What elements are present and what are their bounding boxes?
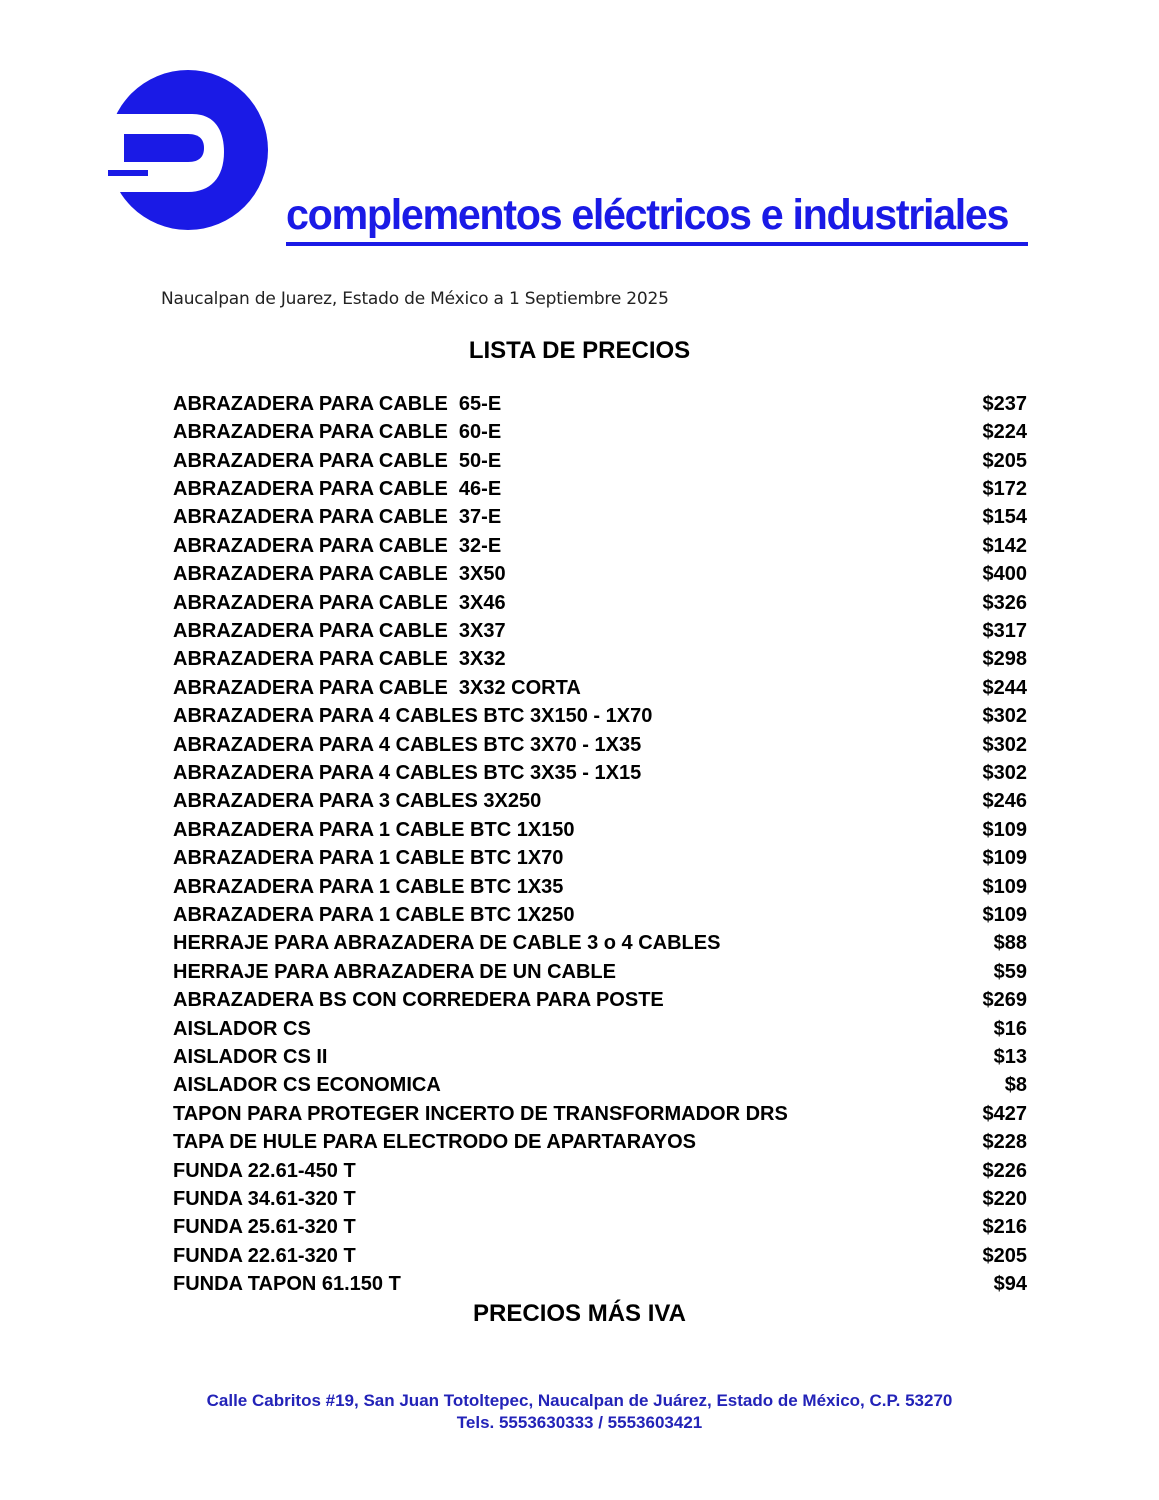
item-price: $109	[982, 875, 1027, 898]
item-price: $246	[982, 790, 1027, 813]
item-price: $94	[993, 1273, 1027, 1296]
price-row	[173, 1100, 1027, 1128]
phone-numbers: Tels. 5553630333 / 5553603421	[456, 1413, 703, 1432]
date-line: Naucalpan de Juarez, Estado de México a 1 Septiembre 2025	[161, 289, 669, 309]
item-price: $427	[982, 1102, 1027, 1125]
item-name: ABRAZADERA BS CON CORREDERA PARA POSTE	[173, 989, 664, 1012]
item-price: $302	[982, 761, 1027, 784]
item-price: $142	[982, 534, 1027, 557]
price-list	[173, 390, 1027, 1299]
item-name: TAPON PARA PROTEGER INCERTO DE TRANSFORMADOR DRS	[173, 1102, 788, 1125]
brand-name: complementos eléctricos e industriales	[286, 191, 1009, 239]
price-row	[173, 958, 1027, 986]
item-price: $302	[982, 705, 1027, 728]
item-name: HERRAJE PARA ABRAZADERA DE CABLE 3 o 4 CABLES	[173, 932, 721, 955]
item-price: $400	[982, 563, 1027, 586]
item-name: FUNDA 25.61-320 T	[173, 1216, 356, 1239]
item-name: ABRAZADERA PARA CABLE 3X32	[173, 648, 506, 671]
item-price: $228	[982, 1131, 1027, 1154]
item-price: $13	[993, 1046, 1027, 1069]
price-row	[173, 1157, 1027, 1185]
price-row	[173, 418, 1027, 446]
item-name: ABRAZADERA PARA CABLE 3X46	[173, 591, 506, 614]
price-row	[173, 731, 1027, 759]
item-price: $317	[982, 619, 1027, 642]
item-name: ABRAZADERA PARA CABLE 65-E	[173, 392, 502, 415]
price-row	[173, 1072, 1027, 1100]
address: Calle Cabritos #19, San Juan Totoltepec, Naucalpan de Juárez, Estado de México, C.P. 53270	[206, 1391, 953, 1410]
item-name: FUNDA 22.61-320 T	[173, 1244, 356, 1267]
tax-note: PRECIOS MÁS IVA	[473, 1300, 686, 1327]
price-row	[173, 788, 1027, 816]
item-name: FUNDA TAPON 61.150 T	[173, 1273, 401, 1296]
price-row	[173, 1015, 1027, 1043]
price-row	[173, 1185, 1027, 1213]
price-row	[173, 589, 1027, 617]
item-name: ABRAZADERA PARA 3 CABLES 3X250	[173, 790, 542, 813]
item-price: $326	[982, 591, 1027, 614]
price-row	[173, 1129, 1027, 1157]
price-row	[173, 1043, 1027, 1071]
item-price: $244	[982, 676, 1027, 699]
price-row	[173, 475, 1027, 503]
price-row	[173, 447, 1027, 475]
item-price: $154	[982, 506, 1027, 529]
item-price: $205	[982, 449, 1027, 472]
item-name: ABRAZADERA PARA CABLE 32-E	[173, 534, 502, 557]
item-name: AISLADOR CS	[173, 1017, 311, 1040]
company-logo-icon	[108, 68, 268, 232]
price-row	[173, 845, 1027, 873]
price-row	[173, 759, 1027, 787]
price-row	[173, 1271, 1027, 1299]
price-row	[173, 1242, 1027, 1270]
item-price: $59	[993, 960, 1027, 983]
item-price: $8	[1004, 1074, 1027, 1097]
item-price: $237	[982, 392, 1027, 415]
item-name: FUNDA 22.61-450 T	[173, 1159, 356, 1182]
item-name: ABRAZADERA PARA CABLE 37-E	[173, 506, 502, 529]
item-price: $302	[982, 733, 1027, 756]
item-price: $109	[982, 818, 1027, 841]
brand-underline	[286, 242, 1028, 246]
price-row	[173, 930, 1027, 958]
item-name: ABRAZADERA PARA CABLE 3X50	[173, 563, 506, 586]
item-name: ABRAZADERA PARA 1 CABLE BTC 1X150	[173, 818, 575, 841]
item-price: $226	[982, 1159, 1027, 1182]
item-price: $220	[982, 1188, 1027, 1211]
price-row	[173, 646, 1027, 674]
item-name: ABRAZADERA PARA 1 CABLE BTC 1X250	[173, 904, 575, 927]
item-name: ABRAZADERA PARA CABLE 3X37	[173, 619, 506, 642]
price-row	[173, 504, 1027, 532]
price-row	[173, 617, 1027, 645]
item-name: ABRAZADERA PARA CABLE 50-E	[173, 449, 502, 472]
price-row	[173, 674, 1027, 702]
item-price: $205	[982, 1244, 1027, 1267]
item-name: ABRAZADERA PARA 1 CABLE BTC 1X70	[173, 847, 564, 870]
price-row	[173, 390, 1027, 418]
item-name: ABRAZADERA PARA 1 CABLE BTC 1X35	[173, 875, 564, 898]
item-name: ABRAZADERA PARA 4 CABLES BTC 3X70 - 1X35	[173, 733, 642, 756]
item-price: $109	[982, 904, 1027, 927]
item-name: FUNDA 34.61-320 T	[173, 1188, 356, 1211]
item-price: $216	[982, 1216, 1027, 1239]
price-row	[173, 901, 1027, 929]
item-name: AISLADOR CS II	[173, 1046, 328, 1069]
item-price: $269	[982, 989, 1027, 1012]
item-name: HERRAJE PARA ABRAZADERA DE UN CABLE	[173, 960, 616, 983]
price-row	[173, 816, 1027, 844]
item-name: TAPA DE HULE PARA ELECTRODO DE APARTARAYOS	[173, 1131, 696, 1154]
item-price: $172	[982, 477, 1027, 500]
item-name: AISLADOR CS ECONOMICA	[173, 1074, 441, 1097]
item-price: $109	[982, 847, 1027, 870]
item-name: ABRAZADERA PARA CABLE 60-E	[173, 421, 502, 444]
price-row	[173, 702, 1027, 730]
price-row	[173, 560, 1027, 588]
price-row	[173, 1214, 1027, 1242]
item-name: ABRAZADERA PARA 4 CABLES BTC 3X150 - 1X70	[173, 705, 653, 728]
item-price: $224	[982, 421, 1027, 444]
item-price: $88	[993, 932, 1027, 955]
item-name: ABRAZADERA PARA CABLE 46-E	[173, 477, 502, 500]
page-title: LISTA DE PRECIOS	[468, 337, 691, 364]
price-row	[173, 873, 1027, 901]
item-name: ABRAZADERA PARA CABLE 3X32 CORTA	[173, 676, 581, 699]
price-row	[173, 987, 1027, 1015]
price-row	[173, 532, 1027, 560]
item-price: $298	[982, 648, 1027, 671]
item-price: $16	[993, 1017, 1027, 1040]
item-name: ABRAZADERA PARA 4 CABLES BTC 3X35 - 1X15	[173, 761, 642, 784]
